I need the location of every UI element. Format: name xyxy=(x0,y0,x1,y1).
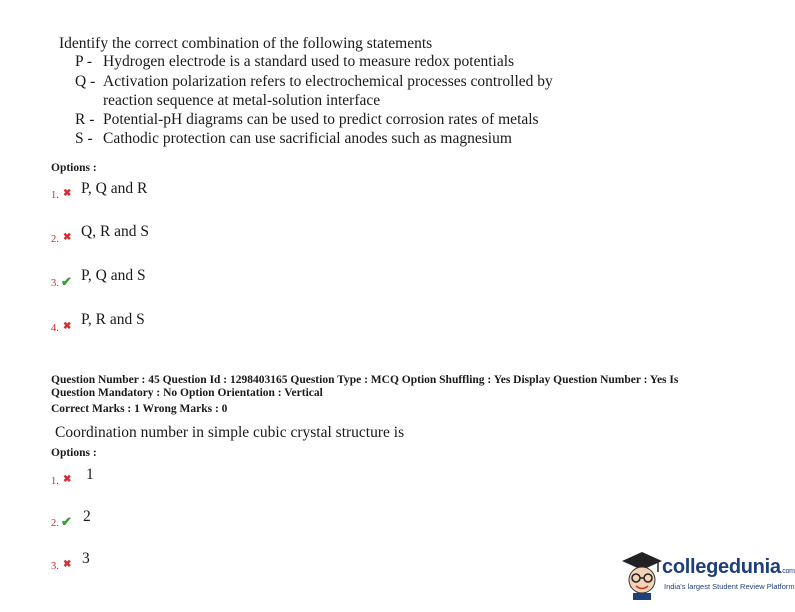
marks-info: Correct Marks : 1 Wrong Marks : 0 xyxy=(51,403,228,415)
statement-text: Potential-pH diagrams can be used to predict corrosion rates of metals xyxy=(103,111,539,128)
option-number: 1. xyxy=(51,190,59,201)
statement-s xyxy=(75,130,512,148)
question-meta-line: Question Number : 45 Question Id : 1298403165 Question Type : MCQ Option Shuffling : Yes Display Question Number : Yes Is xyxy=(51,374,679,386)
collegedunia-logo xyxy=(620,550,795,600)
cross-icon: ✖ xyxy=(63,321,72,332)
statement-q xyxy=(75,73,553,91)
question-text: Coordination number in simple cubic crystal structure is xyxy=(55,424,405,441)
option-text: P, Q and R xyxy=(81,180,148,197)
option-text: P, R and S xyxy=(81,311,145,328)
statement-q-continuation xyxy=(103,92,380,110)
option-text: Q, R and S xyxy=(81,223,150,240)
option-number: 2. xyxy=(51,518,59,529)
cross-icon: ✖ xyxy=(63,474,72,485)
option-number: 3. xyxy=(51,561,59,572)
cross-icon: ✖ xyxy=(63,188,72,199)
cross-icon: ✖ xyxy=(63,559,72,570)
statement-key: P - xyxy=(75,53,93,70)
statement-r xyxy=(75,111,539,129)
statement-key: Q - xyxy=(75,73,96,90)
statement-key: S - xyxy=(75,130,93,147)
statement-p xyxy=(75,53,514,71)
logo-wordmark: collegedunia.com xyxy=(662,556,795,578)
option-number: 3. xyxy=(51,278,59,289)
option-text: P, Q and S xyxy=(81,267,146,284)
question-meta-line: Question Mandatory : No Option Orientation : Vertical xyxy=(51,387,323,399)
cross-icon: ✖ xyxy=(63,232,72,243)
statement-text: reaction sequence at metal-solution interface xyxy=(103,92,381,109)
checkmark-icon: ✔ xyxy=(61,274,72,289)
option-number: 1. xyxy=(51,476,59,487)
mascot-icon xyxy=(620,550,664,600)
options-label: Options : xyxy=(51,162,97,174)
question-text: Identify the correct combination of the following statements xyxy=(59,35,433,52)
option-number: 4. xyxy=(51,323,59,334)
statement-key: R - xyxy=(75,111,95,128)
option-text: 3 xyxy=(82,550,90,567)
checkmark-icon: ✔ xyxy=(61,514,72,529)
statement-text: Cathodic protection can use sacrificial anodes such as magnesium xyxy=(103,130,512,147)
option-text: 1 xyxy=(86,466,94,483)
logo-tagline: India's largest Student Review Platform xyxy=(664,582,795,591)
options-label: Options : xyxy=(51,447,97,459)
statement-text: Hydrogen electrode is a standard used to measure redox potentials xyxy=(103,53,515,70)
option-number: 2. xyxy=(51,234,59,245)
statement-text: Activation polarization refers to electrochemical processes controlled by xyxy=(103,73,553,90)
option-text: 2 xyxy=(83,508,91,525)
